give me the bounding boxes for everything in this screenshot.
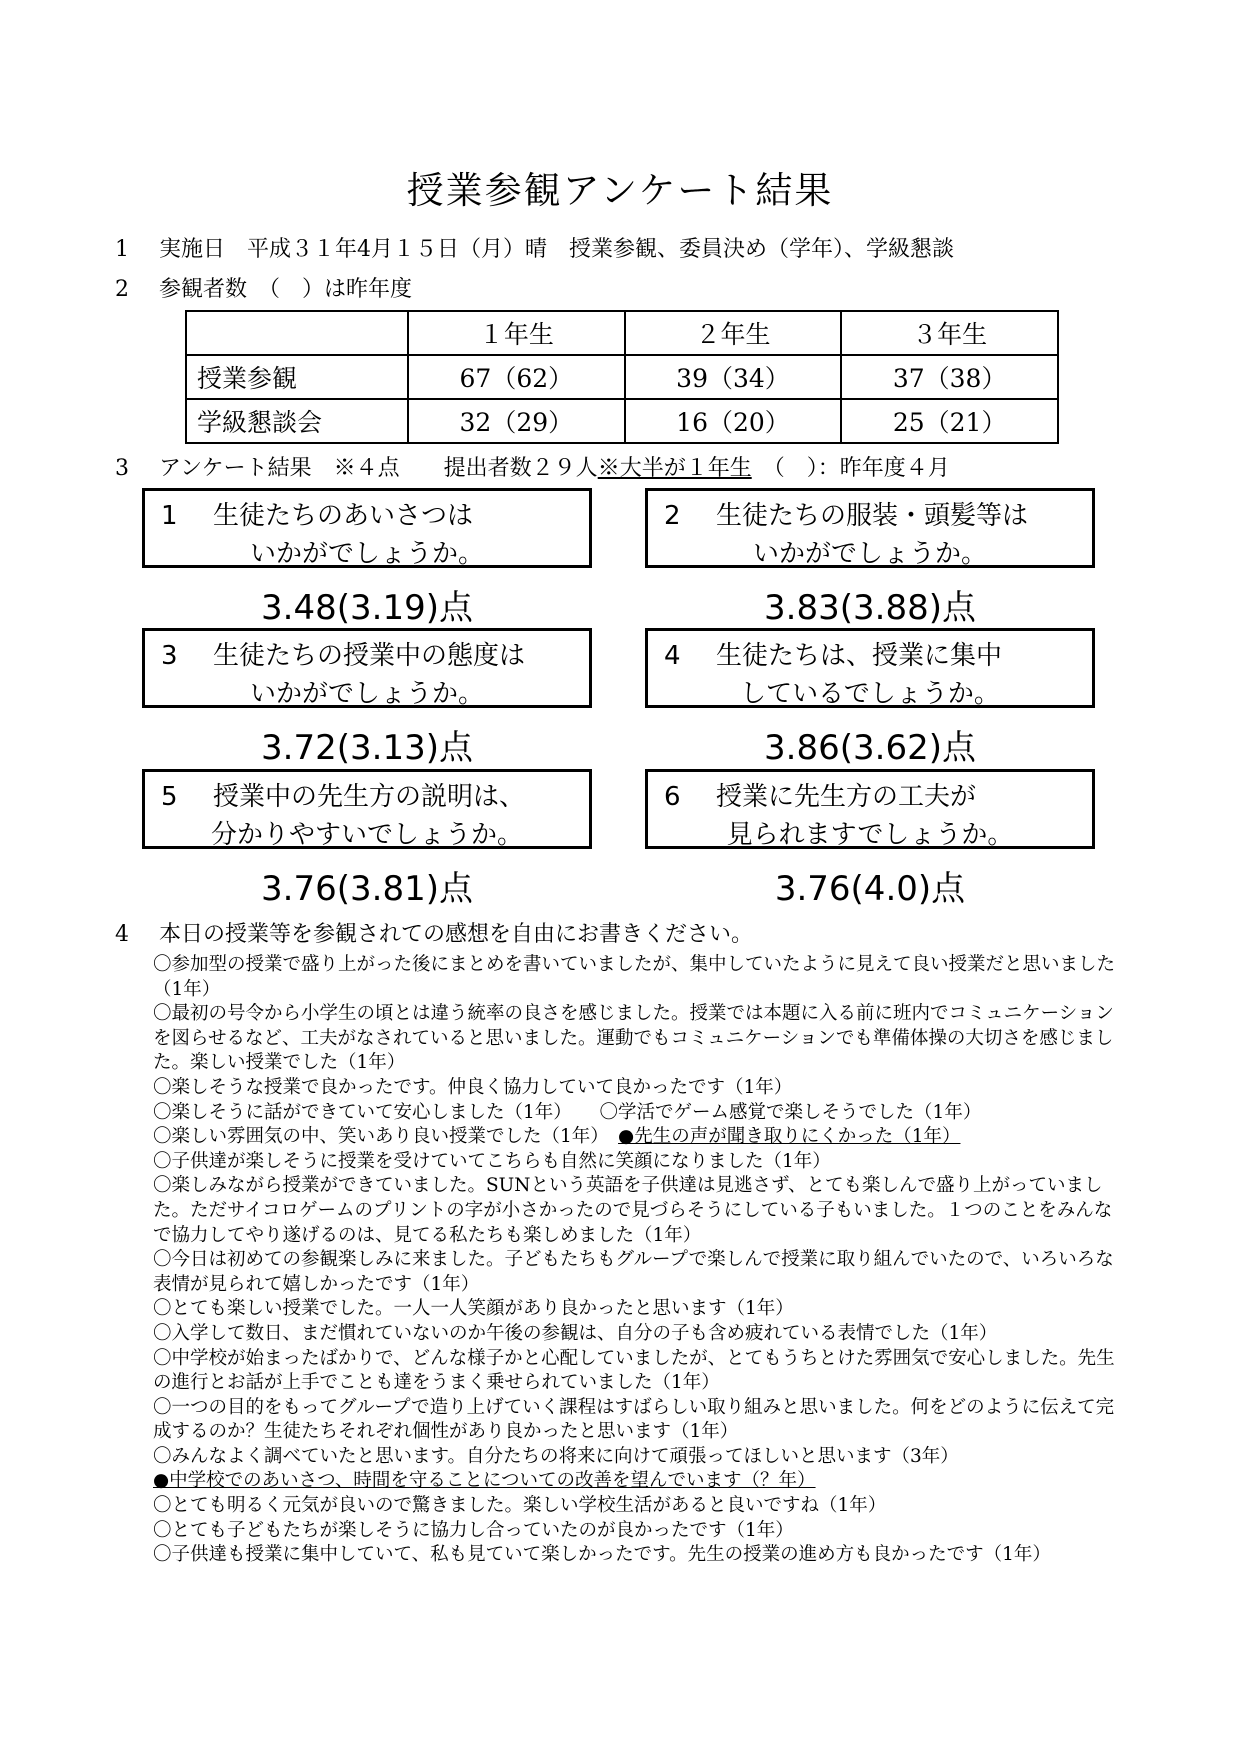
comment-item: 〇楽しそうな授業で良かったです。仲良く協力していて良かったです（1年） [153,1076,793,1098]
table-cell: 37（38） [841,355,1058,399]
page-title: 授業参観アンケート結果 [406,169,834,212]
question-line-1: 授業に先生方の工夫が [716,782,977,812]
score-4: 3.86(3.62)点 [764,728,976,768]
section-1-date [115,232,954,263]
question-number: 4 [664,641,681,671]
comment-item: 〇とても子どもたちが楽しそうに協力し合っていたのが良かったです（1年） [153,1519,794,1541]
question-box-1 [142,488,592,568]
header-cell-grade-2: ２年生 [625,311,842,355]
comment-item: 〇子供達が楽しそうに授業を受けていてこちらも自然に笑顔になりました（1年） [153,1150,831,1172]
comment-item: 〇一つの目的をもってグループで造り上げていく課程はすばらしい取り組みと思いました。何をどのように伝えて完成するのか？生徒たちそれぞれ個性があり良かったと思います（1年） [153,1396,1115,1443]
comment-item: 〇子供達も授業に集中していて、私も見ていて楽しかったです。先生の授業の進め方も良かったです（1年） [153,1544,1051,1566]
table-cell: 32（29） [408,399,625,443]
question-line-1: 生徒たちは、授業に集中 [716,641,1003,671]
attendance-table [185,310,1059,444]
question-number: 2 [664,501,681,531]
comment-item: 〇学活でゲーム感覚で楽しそうでした（1年） [599,1101,982,1123]
comment-item: 〇楽しい雰囲気の中、笑いあり良い授業でした（1年） [153,1126,600,1148]
comments-list [153,953,1118,1568]
question-box-3 [142,628,592,708]
question-box-2 [645,488,1095,568]
question-number: 5 [161,782,178,812]
section-text-tail: （ ）：昨年度４月 [751,456,950,481]
comment-item: 〇最初の号令から小学生の頃とは違う統率の良さを感じました。授業では本題に入る前に班内でコミュニケーションを図らせるなど、工夫がなされていると思いました。運動でもコミュニケーションでも準備体操の大切さを感じました。楽しい授業でした（1年） [153,1003,1114,1074]
comment-item: 〇楽しみながら授業ができていました。SUNという英語を子供達は見逃さず、とても楽しんで盛り上がっていました。ただサイコロゲームのプリントの字が小さかったので見づらそうにしている子もいました。１つのことをみんなで協力してやり遂げるのは、見てる私たちも楽しめました（1年） [153,1175,1113,1246]
comment-item: 〇とても楽しい授業でした。一人一人笑顔があり良かったと思います（1年） [153,1298,794,1320]
table-cell: 67（62） [408,355,625,399]
question-line-2: しているでしょうか。 [740,679,1000,709]
table-row [186,399,1058,443]
table-cell: 39（34） [625,355,842,399]
question-number: 3 [161,641,178,671]
section-4-comments-heading [115,917,753,948]
section-number: 2 [115,277,129,302]
comment-item: 〇参加型の授業で盛り上がった後にまとめを書いていましたが、集中していたように見えて良い授業だと思いました（1年） [153,954,1116,1000]
section-text: 参観者数 （ ）は昨年度 [159,277,413,302]
score-5: 3.76(3.81)点 [261,869,473,909]
underlined-note: ※大半が１年生 [597,456,752,481]
section-text: 本日の授業等を参観されての感想を自由にお書きください。 [159,922,754,947]
section-3-survey [115,451,950,482]
header-cell-blank [186,311,408,355]
question-box-6 [645,769,1095,849]
comment-pair [153,1125,1118,1150]
question-line-2: いかがでしょうか。 [752,539,987,569]
question-line-2: いかがでしょうか。 [249,539,484,569]
comment-item: 〇中学校が始まったばかりで、どんな様子かと心配していましたが、とてもうちとけた雰囲気で安心しました。先生の進行とお話が上手でことも達をうまく乗せられていました（1年） [153,1347,1115,1394]
table-cell: 16（20） [625,399,842,443]
section-number: 4 [115,922,129,947]
score-6: 3.76(4.0)点 [774,869,966,909]
question-line-2: 分かりやすいでしょうか。 [210,820,523,850]
question-line-1: 授業中の先生方の説明は、 [213,782,526,812]
comment-item: 〇楽しそうに話ができていて安心しました（1年） [153,1101,563,1123]
comment-pair [153,1101,1118,1126]
question-line-1: 生徒たちのあいさつは [213,501,474,531]
comment-item-negative: ●先生の声が聞き取りにくかった（1年） [618,1126,961,1148]
question-line-1: 生徒たちの服装・頭髪等は [716,501,1029,531]
question-number: 1 [161,501,178,531]
question-number: 6 [664,782,681,812]
score-1: 3.48(3.19)点 [261,588,473,628]
header-cell-grade-1: １年生 [408,311,625,355]
question-box-4 [645,628,1095,708]
question-box-5 [142,769,592,849]
section-text: 実施日 平成３１年4月１５日（月）晴 授業参観、委員決め（学年）、学級懇談 [159,237,954,262]
score-2: 3.83(3.88)点 [764,588,976,628]
section-text: アンケート結果 ※４点 提出者数２９人 [159,456,598,481]
question-line-2: 見られますでしょうか。 [726,820,1014,850]
table-header-row [186,311,1058,355]
row-label: 学級懇談会 [186,399,408,443]
row-label: 授業参観 [186,355,408,399]
section-number: 3 [115,456,129,481]
question-line-1: 生徒たちの授業中の態度は [213,641,526,671]
comment-item: 〇とても明るく元気が良いので驚きました。楽しい学校生活があると良いですね（1年） [153,1495,887,1517]
header-cell-grade-3: ３年生 [841,311,1058,355]
question-line-2: いかがでしょうか。 [249,679,484,709]
table-row [186,355,1058,399]
comment-item: 〇入学して数日、まだ慣れていないのか午後の参観は、自分の子も含め疲れている表情でした（1年） [153,1322,998,1344]
comment-item: 〇みんなよく調べていたと思います。自分たちの将来に向けて頑張ってほしいと思います（3年） [153,1445,959,1467]
score-3: 3.72(3.13)点 [261,728,473,768]
section-number: 1 [115,237,129,262]
comment-item: 〇今日は初めての参観楽しみに来ました。子どもたちもグループで楽しんで授業に取り組んでいたので、いろいろな表情が見られて嬉しかったです（1年） [153,1249,1114,1295]
table-cell: 25（21） [841,399,1058,443]
comment-item-negative: ●中学校でのあいさつ、時間を守ることについての改善を望んでいます（？年） [153,1470,816,1492]
section-2-attendance [115,272,412,303]
